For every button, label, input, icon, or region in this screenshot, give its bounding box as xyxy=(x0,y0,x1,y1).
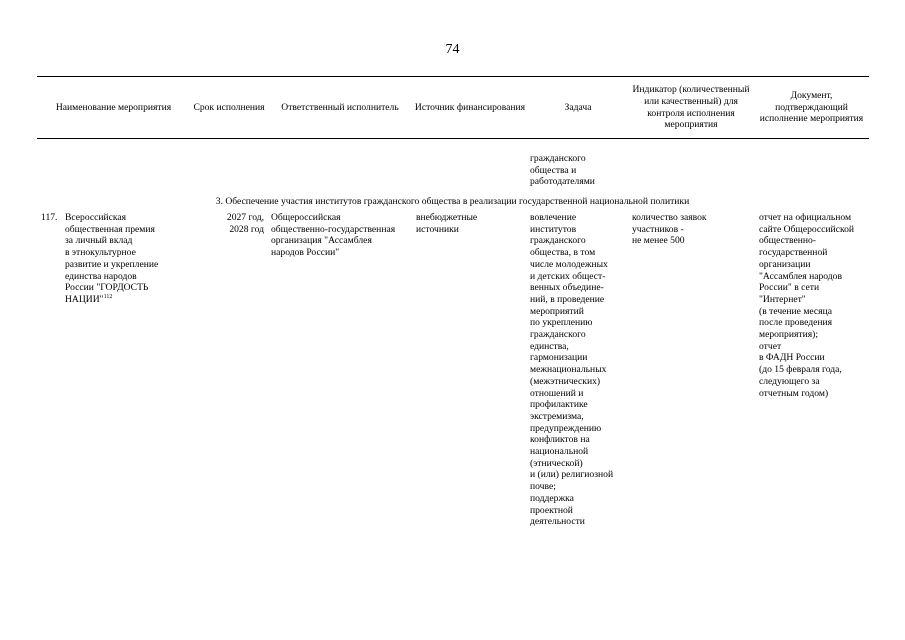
header-document: Документ, подтверждающий исполнение мероприятия xyxy=(759,89,864,125)
deadline-cell: 2027 год, 2028 год xyxy=(226,212,264,235)
executor-cell: Общероссийская общественно-государственная организация "Ассамблея народов России" xyxy=(271,212,396,259)
indicator-cell: количество заявок участников - не менее 500 xyxy=(632,212,707,247)
header-funding: Источник финансирования xyxy=(414,101,526,113)
document-cell: отчет на официальном сайте Общероссийской общественно- государственной организации "Ассамблея народов России" в сети "Интернет" (в течение месяца после проведения мероприятия); отчет в ФАДН России (до 15 февраля года, следующего за отчетным годом) xyxy=(759,212,855,399)
page-number: 74 xyxy=(445,42,460,57)
task-cell: вовлечение институтов гражданского общества, в том числе молодежных и детских общест- венных объедине- ний, в проведение мероприятий по укреплению гражданского единства, гармонизации межнациональных (межэтнических) отношений и профилактике экстремизма, предупреждению конфликтов на национальной (этнической) и (или) религиозной почве; поддержка проектной деятельности xyxy=(530,212,614,528)
funding-cell: внебюджетные источники xyxy=(416,212,478,235)
header-executor: Ответственный исполнитель xyxy=(281,101,399,113)
measure-name-text: Всероссийская общественная премия за личный вклад в этнокультурное развитие и укрепление единства народов России "ГОРДОСТЬ НАЦИИ" xyxy=(65,212,159,305)
header-indicator: Индикатор (количественный или качественный) для контроля исполнения мероприятия xyxy=(632,84,750,131)
header-deadline: Срок исполнения xyxy=(193,101,265,113)
task-continuation-text: гражданского общества и работодателями xyxy=(530,153,595,188)
header-task: Задача xyxy=(564,101,592,113)
measure-name-cell xyxy=(65,212,189,306)
footnote-marker: 112 xyxy=(103,293,113,300)
header-measure-name: Наименование мероприятия xyxy=(55,101,172,113)
row-number: 117. xyxy=(41,212,58,223)
section-title: 3. Обеспечение участия институтов гражданского общества в реализации государственной национальной политики xyxy=(215,196,690,207)
header-bottom-rule xyxy=(37,138,869,139)
